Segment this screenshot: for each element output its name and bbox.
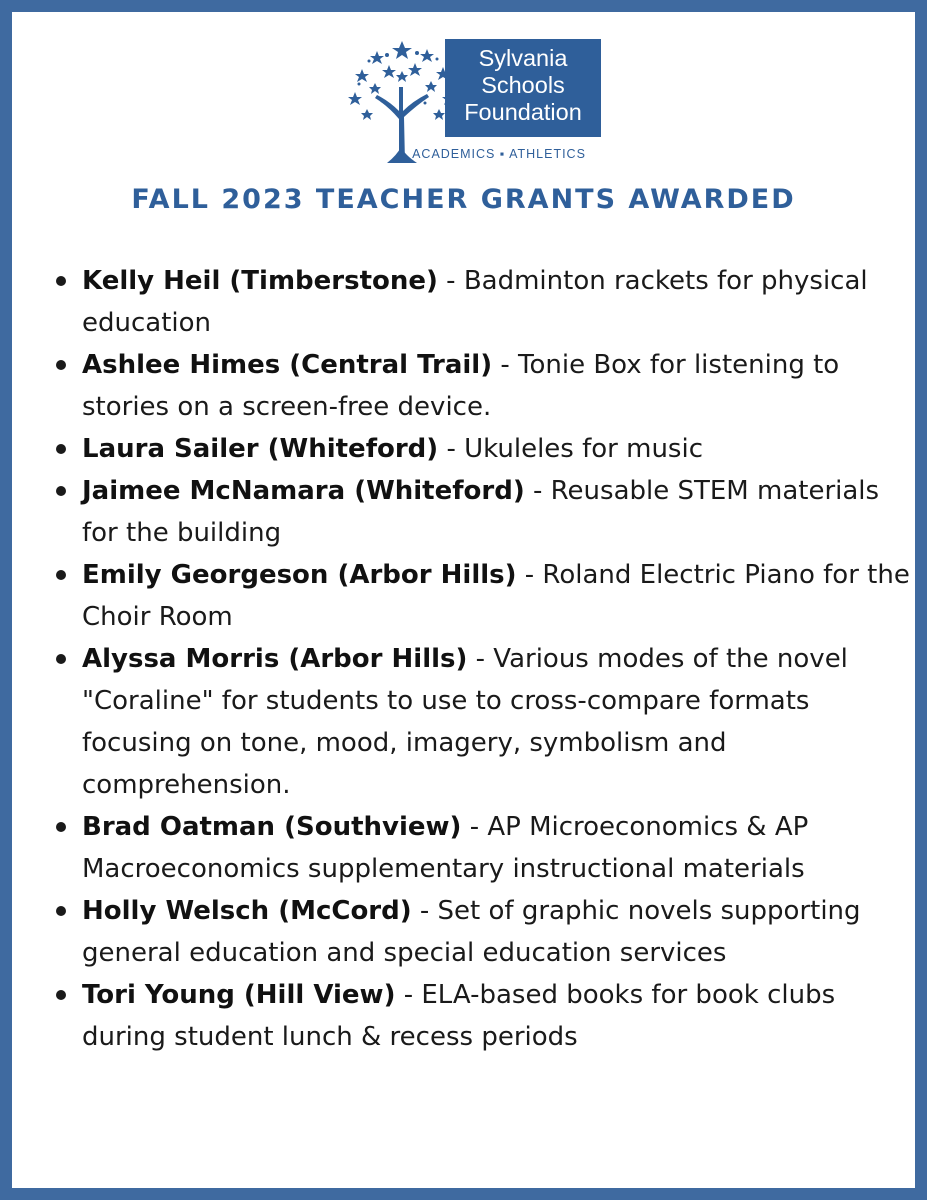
bullet-icon xyxy=(56,276,66,286)
bullet-icon xyxy=(56,486,66,496)
teacher-name: Laura Sailer (Whiteford) xyxy=(82,434,439,464)
list-item xyxy=(50,638,910,806)
bullet-icon xyxy=(56,906,66,916)
grant-description: - Roland Electric Piano for the Choir Room xyxy=(82,560,910,632)
list-item xyxy=(50,260,910,344)
teacher-name: Jaimee McNamara (Whiteford) xyxy=(82,476,525,506)
bullet-icon xyxy=(56,570,66,580)
teacher-name: Ashlee Himes (Central Trail) xyxy=(82,350,493,380)
teacher-name: Alyssa Morris (Arbor Hills) xyxy=(82,644,468,674)
grant-description: - AP Microeconomics & AP Macroeconomics supplementary instructional materials xyxy=(82,812,809,884)
grant-description: - Tonie Box for listening to stories on a screen-free device. xyxy=(82,350,840,422)
teacher-name: Holly Welsch (McCord) xyxy=(82,896,412,926)
page-title: FALL 2023 TEACHER GRANTS AWARDED xyxy=(131,184,796,215)
teacher-name: Brad Oatman (Southview) xyxy=(82,812,462,842)
list-item xyxy=(50,554,910,638)
teacher-name: Emily Georgeson (Arbor Hills) xyxy=(82,560,517,590)
grant-description: - Various modes of the novel "Coraline" for students to use to cross-compare formats focusing on tone, mood, imagery, symbolism and comprehension. xyxy=(82,644,848,800)
list-item xyxy=(50,890,910,974)
grant-description: - Reusable STEM materials for the building xyxy=(82,476,880,548)
star-tree-icon xyxy=(347,37,457,165)
bullet-icon xyxy=(56,654,66,664)
bullet-icon xyxy=(56,444,66,454)
teacher-name: Tori Young (Hill View) xyxy=(82,980,396,1010)
bullet-icon xyxy=(56,822,66,832)
foundation-logo xyxy=(347,37,605,167)
bullet-icon xyxy=(56,990,66,1000)
grants-list xyxy=(50,260,910,1058)
grant-description: - Badminton rackets for physical education xyxy=(82,266,868,338)
logo-line-1: Sylvania xyxy=(478,45,568,71)
teacher-name: Kelly Heil (Timberstone) xyxy=(82,266,438,296)
grant-description: - Ukuleles for music xyxy=(438,434,703,464)
list-item xyxy=(50,974,910,1058)
grant-description: - Set of graphic novels supporting general education and special education services xyxy=(82,896,861,968)
bullet-icon xyxy=(56,360,66,370)
list-item xyxy=(50,806,910,890)
logo-wordmark xyxy=(445,39,601,137)
list-item xyxy=(50,470,910,554)
list-item xyxy=(50,428,910,470)
flyer-page xyxy=(12,12,915,1188)
logo-tagline: ACADEMICS ▪ ATHLETICS xyxy=(412,147,586,161)
logo-line-2: Schools xyxy=(481,72,565,98)
grant-description: - ELA-based books for book clubs during student lunch & recess periods xyxy=(82,980,836,1052)
list-item xyxy=(50,344,910,428)
logo-line-3: Foundation xyxy=(464,99,582,125)
